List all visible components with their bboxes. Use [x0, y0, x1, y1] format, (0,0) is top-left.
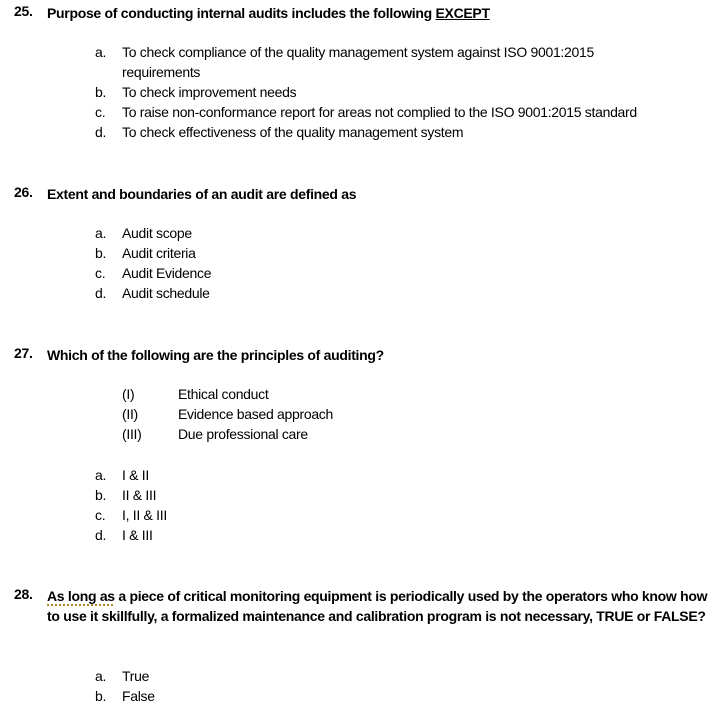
question-number: 26. [14, 184, 33, 200]
emphasis-except: EXCEPT [435, 5, 490, 21]
question-text: As long as a piece of critical monitoring equipment is periodically used by the operators who know how to use it skillfully, a formalized maintenance and calibration program is not necessary, TRUE or FALSE? [47, 588, 708, 624]
question-text: Which of the following are the principles of auditing? [47, 347, 384, 363]
grammar-flag[interactable]: As long as [47, 588, 115, 604]
question-number: 25. [14, 3, 33, 19]
question-text: Extent and boundaries of an audit are defined as [47, 186, 357, 202]
question-text: Purpose of conducting internal audits includes the following EXCEPT [47, 5, 490, 21]
question-number: 27. [14, 345, 33, 361]
question-number: 28. [14, 586, 33, 602]
